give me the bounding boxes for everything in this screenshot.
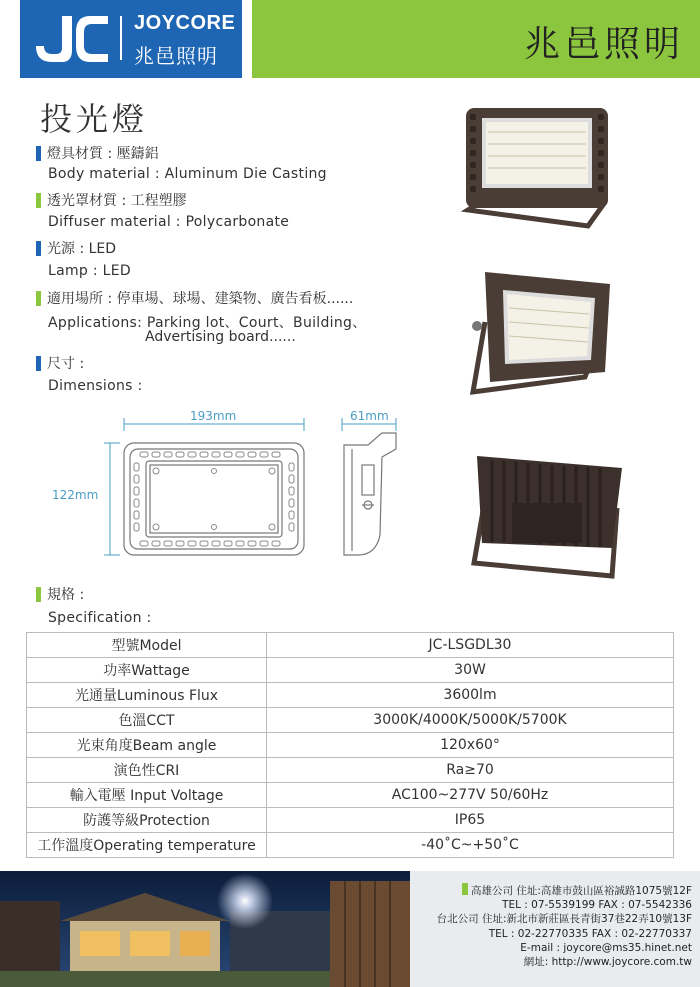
section-dimensions [36,353,84,373]
table-row [27,683,674,708]
product-photo-front [458,100,628,230]
dimensions-en: Dimensions : [48,378,143,394]
spec-label: 光束角度Beam angle [27,733,267,758]
section-marker [36,146,41,161]
contact-taipei-tel: TEL : 02-22770335 FAX : 02-22770337 [488,927,692,940]
contact-marker [462,883,468,895]
section-label: 光源 : LED [47,241,117,257]
section-body-material [36,143,159,163]
section-lamp [36,238,116,258]
product-photo-angle [465,262,625,407]
spec-label: 光通量Luminous Flux [27,683,267,708]
section-diffuser [36,190,187,210]
spec-value: 120x60° [267,733,674,758]
table-row [27,733,674,758]
specification-en: Specification : [48,610,152,626]
joycore-logo-icon [32,12,112,66]
table-row [27,833,674,858]
header-brand-panel [252,0,700,78]
section-specification [36,584,84,604]
table-row [27,808,674,833]
section-applications [36,288,353,308]
dim-height: 122mm [52,488,99,502]
contact-email[interactable]: E-mail : joycore@ms35.hinet.net [520,941,692,954]
diffuser-en: Diffuser material : Polycarbonate [48,214,290,230]
spec-table [26,632,674,858]
product-photo-back [462,448,632,583]
section-marker [36,193,41,208]
spec-label: 型號Model [27,633,267,658]
contact-kaohsiung: 高雄公司 住址:高雄市鼓山區裕誠路1075號12F [471,885,692,897]
table-row [27,758,674,783]
applications-en-2: Advertising board...... [145,329,296,345]
section-marker [36,291,41,306]
section-label: 適用場所 : 停車場、球場、建築物、廣告看板...... [47,291,354,307]
spec-value: JC-LSGDL30 [267,633,674,658]
spec-value: 30W [267,658,674,683]
section-marker [36,241,41,256]
body-material-en: Body material : Aluminum Die Casting [48,166,327,182]
spec-label: 防護等級Protection [27,808,267,833]
lamp-en: Lamp : LED [48,263,131,279]
logo-text-zh: 兆邑照明 [134,44,218,68]
spec-value: 3600lm [267,683,674,708]
section-marker [36,587,41,602]
spec-value: IP65 [267,808,674,833]
spec-label: 色溫CCT [27,708,267,733]
spec-label: 工作溫度Operating temperature [27,833,267,858]
section-label: 燈具材質 : 壓鑄鋁 [47,146,159,162]
brand-title: 兆邑照明 [523,24,684,65]
logo-text-en: JOYCORE [134,12,236,34]
section-marker [36,356,41,371]
table-row [27,783,674,808]
table-row [27,633,674,658]
logo-divider [120,16,122,60]
section-label: 規格 : [47,587,85,603]
section-label: 尺寸 : [47,356,85,372]
contact-website[interactable]: 網址: http://www.joycore.com.tw [523,956,692,969]
spec-value: Ra≥70 [267,758,674,783]
spec-label: 演色性CRI [27,758,267,783]
spec-label: 輸入電壓 Input Voltage [27,783,267,808]
table-row [27,708,674,733]
dim-depth: 61mm [350,409,389,423]
section-label: 透光罩材質 : 工程塑膠 [47,193,187,209]
spec-value: -40˚C~+50˚C [267,833,674,858]
dimension-drawing [100,405,420,565]
applications-en-1: Applications: Parking lot、Court、Building、 [48,315,367,331]
contact-info [412,883,692,969]
table-row [27,658,674,683]
contact-kaohsiung-tel: TEL : 07-5539199 FAX : 07-5542336 [502,899,692,912]
product-title: 投光燈 [40,100,149,138]
dim-width: 193mm [190,409,237,423]
spec-value: 3000K/4000K/5000K/5700K [267,708,674,733]
contact-taipei: 台北公司 住址:新北市新莊區長青街37巷22弄10號13F [436,913,692,926]
header-logo-panel [20,0,242,78]
spec-label: 功率Wattage [27,658,267,683]
spec-value: AC100~277V 50/60Hz [267,783,674,808]
